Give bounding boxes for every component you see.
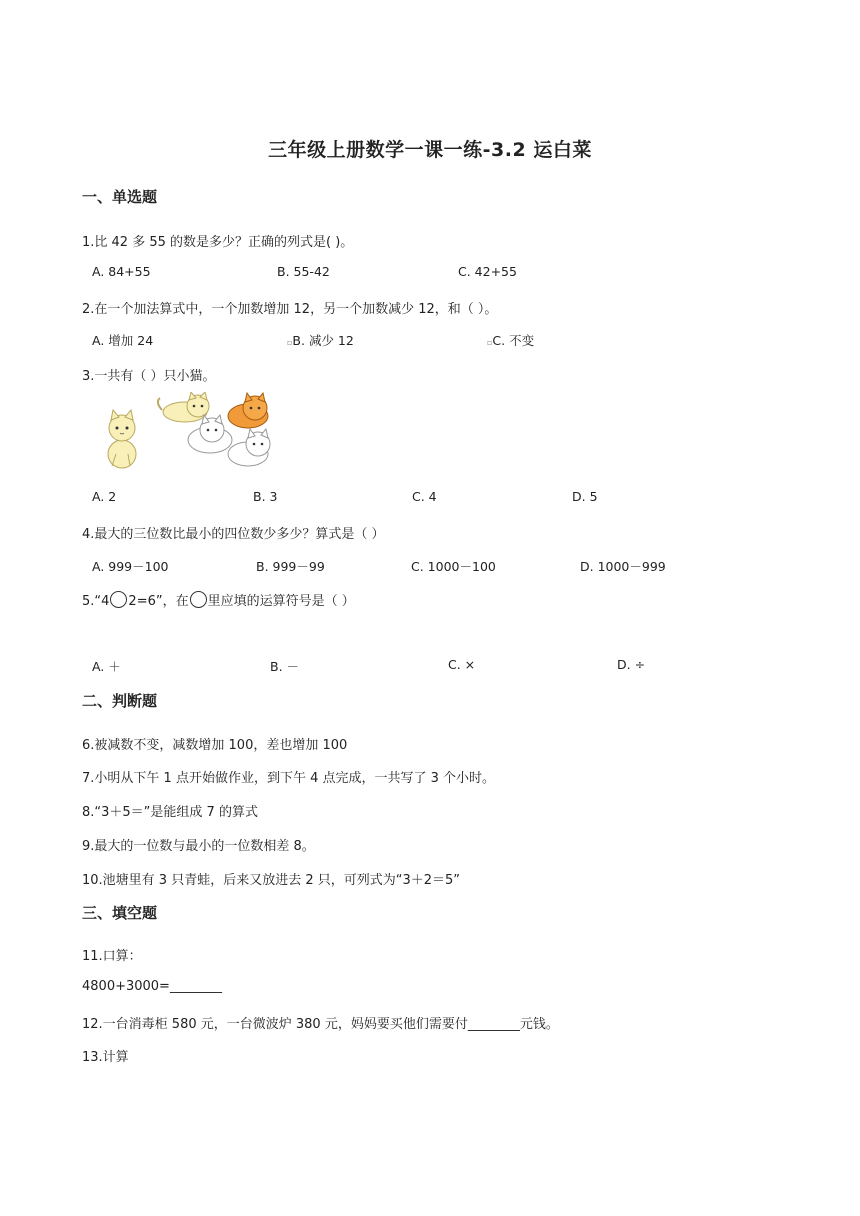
q4-option-b: B. 999－99	[256, 559, 325, 574]
q5-text-a: 5.“4	[82, 594, 110, 609]
q5-text-c: 里应填的运算符号是（ ）	[207, 594, 355, 609]
q1-option-a: A. 84+55	[92, 264, 151, 279]
kitten-white-icon	[228, 429, 270, 466]
question-3: 3.一共有（ ）只小猫。	[82, 369, 216, 384]
kitten-sitting-icon	[108, 410, 136, 468]
q3-option-b: B. 3	[253, 489, 278, 504]
circle-blank-icon	[110, 591, 127, 608]
question-11-expression: 4800+3000=________	[82, 979, 222, 994]
q2-option-b: ▫B. 减少 12	[287, 333, 354, 348]
q5-option-a: A. ＋	[92, 659, 121, 674]
q4-option-d: D. 1000－999	[580, 559, 666, 574]
circle-blank-icon	[190, 591, 207, 608]
q2-option-a: A. 增加 24	[92, 333, 154, 348]
question-2: 2.在一个加法算式中，一个加数增加 12，另一个加数减少 12，和（ ）。	[82, 302, 498, 317]
question-1: 1.比 42 多 55 的数是多少？正确的列式是( )。	[82, 235, 354, 250]
question-4: 4.最大的三位数比最小的四位数少多少？算式是（ ）	[82, 527, 385, 542]
q1-option-b: B. 55-42	[277, 264, 330, 279]
section-heading-true-false: 二、判断题	[82, 692, 158, 710]
q1-option-c: C. 42+55	[458, 264, 517, 279]
section-heading-single-choice: 一、单选题	[82, 188, 158, 206]
question-13: 13.计算	[82, 1050, 129, 1065]
q2-option-b-label: B. 减少 12	[292, 333, 354, 348]
kitten-orange-icon	[228, 393, 268, 428]
section-heading-fill-blank: 三、填空题	[82, 904, 158, 922]
question-12: 12.一台消毒柜 580 元，一台微波炉 380 元，妈妈要买他们需要付________元钱。	[82, 1017, 559, 1032]
q5-text-b: 2=6”，在	[128, 594, 189, 609]
kitten-lying-icon	[158, 392, 209, 422]
q5-option-d: D. ÷	[617, 657, 646, 672]
question-10: 10.池塘里有 3 只青蛙，后来又放进去 2 只，可列式为“3＋2＝5”	[82, 873, 461, 888]
question-5	[82, 590, 355, 609]
question-8: 8.“3＋5＝”是能组成 7 的算式	[82, 805, 258, 820]
q3-option-d: D. 5	[572, 489, 598, 504]
q5-option-b: B. －	[270, 659, 300, 674]
question-9: 9.最大的一位数与最小的一位数相差 8。	[82, 839, 315, 854]
page-title: 三年级上册数学一课一练-3.2 运白菜	[268, 139, 592, 161]
q4-option-a: A. 999－100	[92, 559, 169, 574]
q5-option-c: C. ×	[448, 657, 476, 672]
q4-option-c: C. 1000－100	[411, 559, 496, 574]
question-11: 11.口算：	[82, 949, 142, 964]
q3-option-c: C. 4	[412, 489, 437, 504]
q2-option-c-label: C. 不变	[492, 333, 535, 348]
q2-option-c: ▫C. 不变	[487, 333, 535, 348]
question-6: 6.被减数不变，减数增加 100，差也增加 100	[82, 738, 348, 753]
kittens-image	[100, 392, 275, 472]
question-7: 7.小明从下午 1 点开始做作业，到下午 4 点完成，一共写了 3 个小时。	[82, 771, 496, 786]
q3-option-a: A. 2	[92, 489, 117, 504]
